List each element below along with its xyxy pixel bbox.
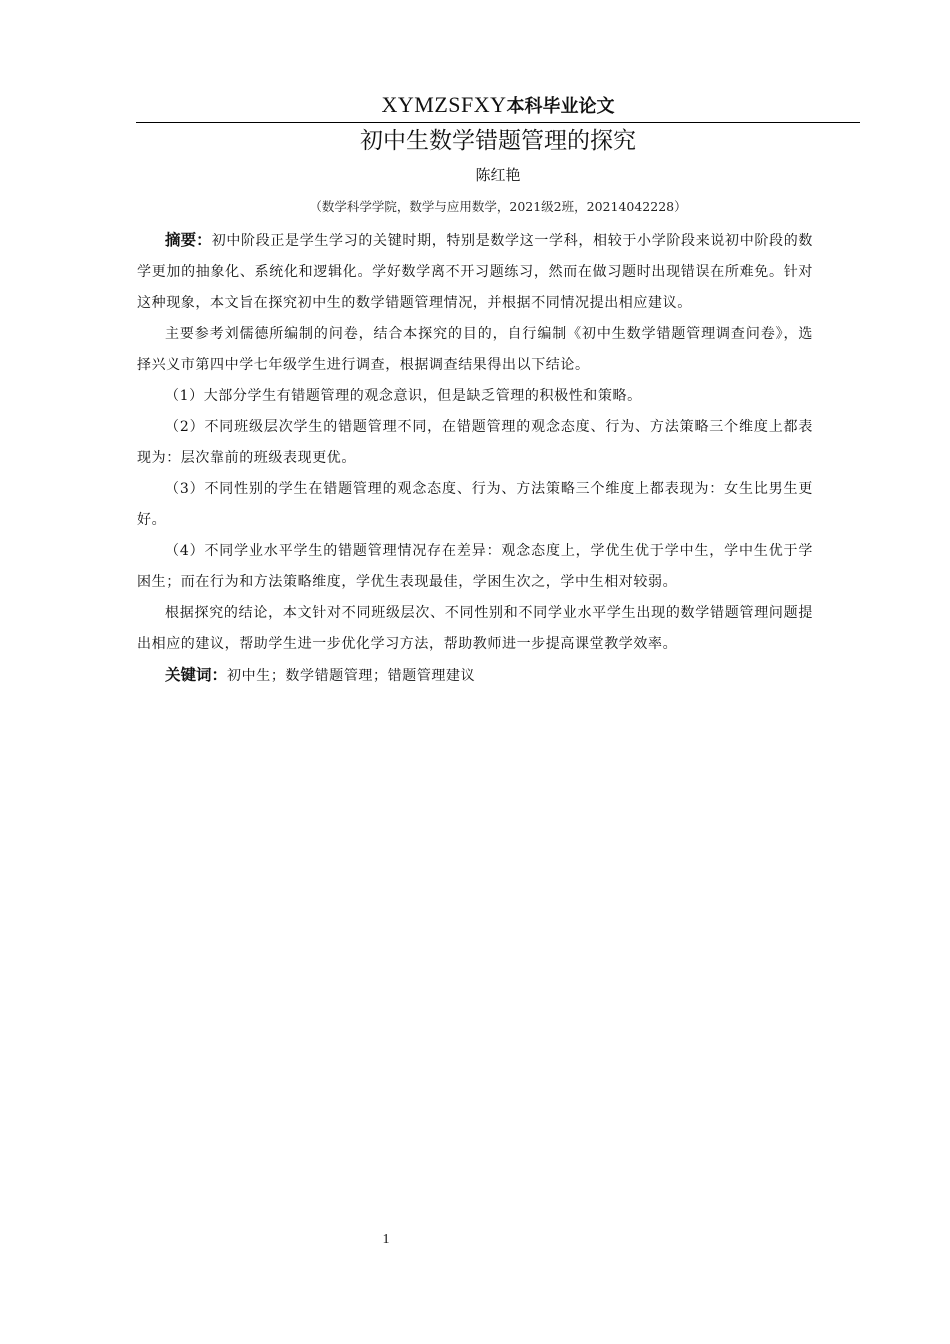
keywords-label: 关键词：	[165, 666, 228, 684]
abstract-paragraph-2: 主要参考刘儒德所编制的问卷，结合本探究的目的，自行编制《初中生数学错题管理调查问卷》，选择兴义市第四中学七年级学生进行调查，根据调查结果得出以下结论。	[137, 326, 813, 373]
abstract-paragraph-final: 根据探究的结论，本文针对不同班级层次、不同性别和不同学业水平学生出现的数学错题管理问题提出相应的建议，帮助学生进一步优化学习方法，帮助教师进一步提高课堂教学效率。	[137, 605, 813, 652]
running-header	[136, 92, 860, 123]
conclusion-item-3: （3）不同性别的学生在错题管理的观念态度、行为、方法策略三个维度上都表现为：女生比男生更好。	[137, 481, 813, 528]
abstract-paragraph-1-text: 初中阶段正是学生学习的关键时期，特别是数学这一学科，相较于小学阶段来说初中阶段的数学更加的抽象化、系统化和逻辑化。学好数学离不开习题练习，然而在做习题时出现错误在所难免。针对这种现象，本文旨在探究初中生的数学错题管理情况，并根据不同情况提出相应建议。	[137, 233, 813, 311]
abstract-label: 摘要：	[165, 231, 212, 249]
page-number: 1	[382, 1232, 390, 1247]
keywords-line	[137, 660, 813, 692]
abstract-paragraph-1	[137, 225, 813, 319]
header-prefix: XYMZSFXY	[381, 92, 507, 117]
conclusion-item-4: （4）不同学业水平学生的错题管理情况存在差异：观念态度上，学优生优于学中生，学中生优于学困生；而在行为和方法策略维度，学优生表现最佳，学困生次之，学中生相对较弱。	[137, 543, 813, 590]
abstract-section	[137, 225, 813, 692]
conclusion-item-2: （2）不同班级层次学生的错题管理不同，在错题管理的观念态度、行为、方法策略三个维度上都表现为：层次靠前的班级表现更优。	[137, 419, 813, 466]
keywords-text: 初中生；数学错题管理；错题管理建议	[227, 668, 476, 684]
header-suffix: 本科毕业论文	[506, 96, 615, 117]
conclusion-item-1: （1）大部分学生有错题管理的观念意识，但是缺乏管理的积极性和策略。	[165, 388, 642, 404]
author-affiliation: （数学科学学院，数学与应用数学，2021级2班，20214042228）	[309, 199, 687, 214]
author-name: 陈红艳	[475, 166, 521, 184]
paper-title: 初中生数学错题管理的探究	[360, 128, 636, 154]
